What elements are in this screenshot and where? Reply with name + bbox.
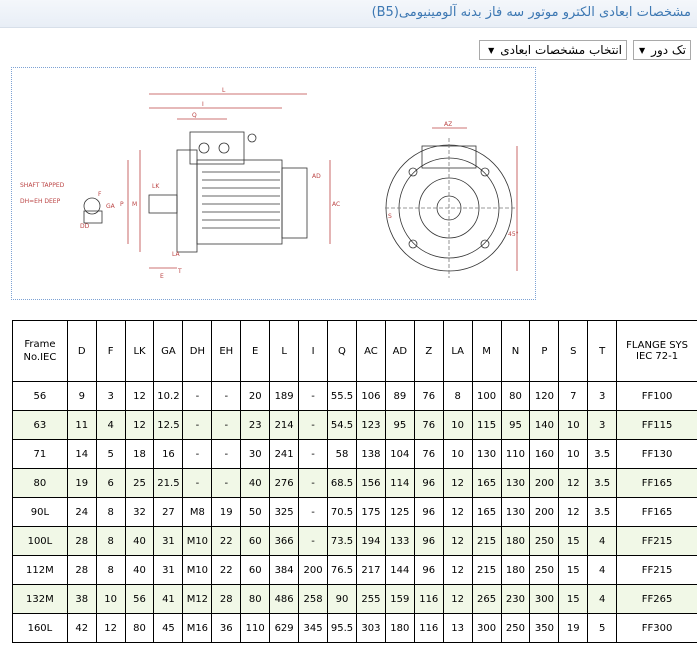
table-cell: 116 bbox=[414, 614, 443, 643]
table-cell: 13 bbox=[443, 614, 472, 643]
table-cell: 345 bbox=[299, 614, 328, 643]
col-header: FLANGE SYS IEC 72-1 bbox=[617, 321, 697, 382]
table-cell: 95.5 bbox=[328, 614, 357, 643]
frame-cell: 112M bbox=[13, 556, 68, 585]
table-cell: 19 bbox=[212, 498, 241, 527]
table-cell: 300 bbox=[530, 585, 559, 614]
table-cell: 120 bbox=[530, 382, 559, 411]
table-cell: 12 bbox=[443, 498, 472, 527]
table-cell: 40 bbox=[241, 469, 270, 498]
table-cell: 31 bbox=[154, 527, 183, 556]
col-header: N bbox=[501, 321, 530, 382]
table-cell: 180 bbox=[385, 614, 414, 643]
table-cell: 215 bbox=[472, 556, 501, 585]
table-cell: 15 bbox=[559, 527, 588, 556]
frame-cell: 132M bbox=[13, 585, 68, 614]
motor-body bbox=[197, 160, 282, 244]
col-header: E bbox=[241, 321, 270, 382]
table-cell: 100 bbox=[472, 382, 501, 411]
table-cell: FF215 bbox=[617, 527, 697, 556]
table-cell: FF215 bbox=[617, 556, 697, 585]
table-cell: 8 bbox=[96, 556, 125, 585]
table-cell: 9 bbox=[67, 382, 96, 411]
table-cell: 10 bbox=[443, 440, 472, 469]
table-cell: 25 bbox=[125, 469, 154, 498]
table-cell: 80 bbox=[241, 585, 270, 614]
table-cell: 140 bbox=[530, 411, 559, 440]
col-header: GA bbox=[154, 321, 183, 382]
table-cell: 12 bbox=[559, 498, 588, 527]
table-cell: 3.5 bbox=[588, 469, 617, 498]
table-cell: 95 bbox=[501, 411, 530, 440]
table-cell: 8 bbox=[96, 498, 125, 527]
table-cell: 130 bbox=[472, 440, 501, 469]
table-cell: 123 bbox=[356, 411, 385, 440]
frame-cell: 71 bbox=[13, 440, 68, 469]
table-cell: 14 bbox=[67, 440, 96, 469]
col-header: DH bbox=[183, 321, 212, 382]
table-cell: 22 bbox=[212, 556, 241, 585]
table-cell: 60 bbox=[241, 527, 270, 556]
table-cell: 180 bbox=[501, 556, 530, 585]
title-bar bbox=[0, 0, 697, 28]
table-cell: 12 bbox=[443, 585, 472, 614]
terminal-box bbox=[190, 132, 244, 164]
dim-label-P: P bbox=[120, 201, 124, 208]
frame-cell: 100L bbox=[13, 527, 68, 556]
table-cell: 42 bbox=[67, 614, 96, 643]
motor-drawing bbox=[11, 67, 536, 300]
table-cell: M10 bbox=[183, 527, 212, 556]
speed-select[interactable] bbox=[633, 40, 691, 60]
table-cell: - bbox=[212, 411, 241, 440]
table-cell: 70.5 bbox=[328, 498, 357, 527]
table-cell: 30 bbox=[241, 440, 270, 469]
table-cell: 159 bbox=[385, 585, 414, 614]
table-cell: FF300 bbox=[617, 614, 697, 643]
table-cell: 144 bbox=[385, 556, 414, 585]
table-cell: - bbox=[212, 440, 241, 469]
table-cell: 156 bbox=[356, 469, 385, 498]
table-cell: 45 bbox=[154, 614, 183, 643]
table-cell: - bbox=[299, 527, 328, 556]
table-cell: 629 bbox=[270, 614, 299, 643]
table-row bbox=[13, 440, 697, 469]
table-cell: 125 bbox=[385, 498, 414, 527]
dh-eh-deep-label: DH=EH DEEP bbox=[20, 198, 61, 205]
table-cell: 90 bbox=[328, 585, 357, 614]
table-cell: 114 bbox=[385, 469, 414, 498]
table-cell: 12 bbox=[559, 469, 588, 498]
table-header-row bbox=[13, 321, 697, 382]
table-cell: 194 bbox=[356, 527, 385, 556]
col-header: F bbox=[96, 321, 125, 382]
table-cell: - bbox=[299, 498, 328, 527]
table-cell: 21.5 bbox=[154, 469, 183, 498]
table-cell: 10 bbox=[443, 411, 472, 440]
chevron-down-icon: ▼ bbox=[488, 45, 495, 55]
table-cell: M10 bbox=[183, 556, 212, 585]
dim-label-DD: DD bbox=[80, 223, 90, 230]
table-cell: 250 bbox=[530, 556, 559, 585]
dim-label-M: M bbox=[132, 201, 138, 208]
table-cell: 486 bbox=[270, 585, 299, 614]
table-cell: 110 bbox=[501, 440, 530, 469]
speed-select-value: تک دور bbox=[651, 43, 686, 57]
table-row bbox=[13, 614, 697, 643]
col-header: LK bbox=[125, 321, 154, 382]
table-cell: 12 bbox=[96, 614, 125, 643]
table-cell: - bbox=[183, 382, 212, 411]
table-cell: M16 bbox=[183, 614, 212, 643]
table-body bbox=[13, 382, 697, 643]
col-header: T bbox=[588, 321, 617, 382]
table-row bbox=[13, 382, 697, 411]
table-cell: 76 bbox=[414, 440, 443, 469]
col-header: Z bbox=[414, 321, 443, 382]
table-cell: 165 bbox=[472, 469, 501, 498]
table-cell: 36 bbox=[212, 614, 241, 643]
table-cell: 7 bbox=[559, 382, 588, 411]
table-cell: FF130 bbox=[617, 440, 697, 469]
table-cell: 250 bbox=[501, 614, 530, 643]
dimensions-table bbox=[12, 320, 697, 643]
table-cell: FF165 bbox=[617, 498, 697, 527]
table-cell: - bbox=[212, 469, 241, 498]
col-header: D bbox=[67, 321, 96, 382]
dim-label-Q: Q bbox=[192, 112, 197, 119]
frame-cell: 56 bbox=[13, 382, 68, 411]
table-cell: 3.5 bbox=[588, 498, 617, 527]
col-header: Frame No.IEC bbox=[13, 321, 68, 382]
table-cell: 384 bbox=[270, 556, 299, 585]
table-cell: 200 bbox=[530, 498, 559, 527]
table-cell: 4 bbox=[588, 527, 617, 556]
dim-label-E: E bbox=[160, 273, 164, 280]
table-cell: - bbox=[299, 440, 328, 469]
table-cell: 28 bbox=[212, 585, 241, 614]
table-cell: 6 bbox=[96, 469, 125, 498]
dim-label-L: L bbox=[222, 87, 226, 94]
table-cell: 325 bbox=[270, 498, 299, 527]
table-cell: - bbox=[299, 382, 328, 411]
frame-cell: 90L bbox=[13, 498, 68, 527]
table-cell: 12 bbox=[125, 382, 154, 411]
table-cell: 350 bbox=[530, 614, 559, 643]
frame-cell: 160L bbox=[13, 614, 68, 643]
table-row bbox=[13, 469, 697, 498]
shaft bbox=[149, 195, 177, 213]
table-cell: 366 bbox=[270, 527, 299, 556]
table-row bbox=[13, 527, 697, 556]
table-cell: 110 bbox=[241, 614, 270, 643]
table-cell: 60 bbox=[241, 556, 270, 585]
filter-selects bbox=[479, 40, 691, 60]
table-cell: 12 bbox=[443, 469, 472, 498]
col-header: S bbox=[559, 321, 588, 382]
dim-label-F: F bbox=[98, 191, 102, 198]
table-cell: 15 bbox=[559, 556, 588, 585]
table-cell: - bbox=[183, 411, 212, 440]
table-cell: 80 bbox=[125, 614, 154, 643]
shaft-tapped-label: SHAFT TAPPED bbox=[20, 182, 65, 189]
table-cell: 18 bbox=[125, 440, 154, 469]
frame-cell: 80 bbox=[13, 469, 68, 498]
table-cell: 12.5 bbox=[154, 411, 183, 440]
table-cell: 20 bbox=[241, 382, 270, 411]
table-cell: 55.5 bbox=[328, 382, 357, 411]
col-header: EH bbox=[212, 321, 241, 382]
table-cell: 300 bbox=[472, 614, 501, 643]
table-cell: 23 bbox=[241, 411, 270, 440]
table-cell: 27 bbox=[154, 498, 183, 527]
table-cell: 3 bbox=[96, 382, 125, 411]
dim-label-LK: LK bbox=[152, 183, 160, 190]
table-cell: 12 bbox=[125, 411, 154, 440]
table-cell: 80 bbox=[501, 382, 530, 411]
table-cell: 19 bbox=[67, 469, 96, 498]
table-cell: 95 bbox=[385, 411, 414, 440]
table-cell: 214 bbox=[270, 411, 299, 440]
motor-drawing-svg bbox=[12, 68, 535, 299]
table-cell: 241 bbox=[270, 440, 299, 469]
table-cell: 215 bbox=[472, 527, 501, 556]
table-cell: 200 bbox=[530, 469, 559, 498]
table-cell: 4 bbox=[588, 585, 617, 614]
table-cell: 73.5 bbox=[328, 527, 357, 556]
table-cell: 116 bbox=[414, 585, 443, 614]
table-cell: 200 bbox=[299, 556, 328, 585]
table-row bbox=[13, 498, 697, 527]
table-cell: 3 bbox=[588, 382, 617, 411]
table-cell: 160 bbox=[530, 440, 559, 469]
table-cell: 258 bbox=[299, 585, 328, 614]
table-cell: 180 bbox=[501, 527, 530, 556]
fan-cover bbox=[282, 168, 307, 238]
chevron-down-icon: ▼ bbox=[639, 45, 646, 55]
table-cell: 217 bbox=[356, 556, 385, 585]
page-title: مشخصات ابعادی الکترو موتور سه فاز بدنه آلومینیومی(B5) bbox=[371, 5, 691, 20]
table-cell: 15 bbox=[559, 585, 588, 614]
table-cell: 40 bbox=[125, 556, 154, 585]
table-row bbox=[13, 411, 697, 440]
table-cell: 16 bbox=[154, 440, 183, 469]
table-cell: 265 bbox=[472, 585, 501, 614]
table-cell: 96 bbox=[414, 498, 443, 527]
dim-label-AZ: AZ bbox=[444, 121, 453, 128]
table-cell: M12 bbox=[183, 585, 212, 614]
dim-label-GA: GA bbox=[106, 203, 115, 210]
table-cell: 28 bbox=[67, 527, 96, 556]
table-cell: 130 bbox=[501, 469, 530, 498]
table-cell: 255 bbox=[356, 585, 385, 614]
frame-cell: 63 bbox=[13, 411, 68, 440]
dim-label-angle: 45° bbox=[508, 231, 519, 238]
col-header: AC bbox=[356, 321, 385, 382]
table-cell: 54.5 bbox=[328, 411, 357, 440]
table-cell: 5 bbox=[96, 440, 125, 469]
table-cell: 38 bbox=[67, 585, 96, 614]
table-cell: 24 bbox=[67, 498, 96, 527]
table-cell: - bbox=[299, 411, 328, 440]
table-cell: 115 bbox=[472, 411, 501, 440]
col-header: M bbox=[472, 321, 501, 382]
table-row bbox=[13, 585, 697, 614]
table-cell: M8 bbox=[183, 498, 212, 527]
table-cell: FF100 bbox=[617, 382, 697, 411]
table-cell: 76 bbox=[414, 411, 443, 440]
table-cell: 138 bbox=[356, 440, 385, 469]
col-header: AD bbox=[385, 321, 414, 382]
table-cell: 19 bbox=[559, 614, 588, 643]
col-header: I bbox=[299, 321, 328, 382]
table-cell: 31 bbox=[154, 556, 183, 585]
table-cell: 96 bbox=[414, 527, 443, 556]
table-cell: 11 bbox=[67, 411, 96, 440]
table-cell: 10 bbox=[559, 440, 588, 469]
table-cell: 12 bbox=[443, 556, 472, 585]
table-cell: 3 bbox=[588, 411, 617, 440]
table-cell: 303 bbox=[356, 614, 385, 643]
table-cell: 230 bbox=[501, 585, 530, 614]
table-cell: 189 bbox=[270, 382, 299, 411]
dim-label-LA: LA bbox=[172, 251, 180, 258]
table-cell: 22 bbox=[212, 527, 241, 556]
table-cell: 50 bbox=[241, 498, 270, 527]
table-cell: FF265 bbox=[617, 585, 697, 614]
table-cell: - bbox=[299, 469, 328, 498]
table-cell: 96 bbox=[414, 556, 443, 585]
table-cell: 89 bbox=[385, 382, 414, 411]
dim-label-I: I bbox=[202, 101, 204, 108]
table-cell: 4 bbox=[96, 411, 125, 440]
table-cell: - bbox=[212, 382, 241, 411]
dim-label-AD: AD bbox=[312, 173, 321, 180]
table-cell: 276 bbox=[270, 469, 299, 498]
table-cell: 165 bbox=[472, 498, 501, 527]
table-cell: 8 bbox=[96, 527, 125, 556]
dim-label-T: T bbox=[178, 268, 182, 275]
table-cell: 96 bbox=[414, 469, 443, 498]
table-cell: FF165 bbox=[617, 469, 697, 498]
table-cell: 175 bbox=[356, 498, 385, 527]
table-cell: 41 bbox=[154, 585, 183, 614]
table-cell: 10.2 bbox=[154, 382, 183, 411]
flange-body bbox=[177, 150, 197, 252]
table-cell: - bbox=[183, 469, 212, 498]
table-cell: FF115 bbox=[617, 411, 697, 440]
table-cell: 10 bbox=[559, 411, 588, 440]
table-cell: 133 bbox=[385, 527, 414, 556]
table-row bbox=[13, 556, 697, 585]
table-cell: 76 bbox=[414, 382, 443, 411]
table-cell: 250 bbox=[530, 527, 559, 556]
col-header: L bbox=[270, 321, 299, 382]
table-cell: 104 bbox=[385, 440, 414, 469]
dimensions-select-value: انتخاب مشخصات ابعادی bbox=[500, 43, 622, 57]
table-cell: 5 bbox=[588, 614, 617, 643]
table-cell: 3.5 bbox=[588, 440, 617, 469]
table-cell: 68.5 bbox=[328, 469, 357, 498]
table-cell: 56 bbox=[125, 585, 154, 614]
col-header: LA bbox=[443, 321, 472, 382]
table-cell: 58 bbox=[328, 440, 357, 469]
table-cell: 8 bbox=[443, 382, 472, 411]
table-cell: 28 bbox=[67, 556, 96, 585]
col-header: Q bbox=[328, 321, 357, 382]
table-cell: 40 bbox=[125, 527, 154, 556]
table-cell: 106 bbox=[356, 382, 385, 411]
dim-label-AC: AC bbox=[332, 201, 341, 208]
table-cell: 32 bbox=[125, 498, 154, 527]
dim-label-S: S bbox=[388, 213, 392, 220]
dimensions-select[interactable] bbox=[479, 40, 627, 60]
table-cell: 76.5 bbox=[328, 556, 357, 585]
table-cell: 4 bbox=[588, 556, 617, 585]
table-cell: - bbox=[183, 440, 212, 469]
table-cell: 12 bbox=[443, 527, 472, 556]
table-cell: 10 bbox=[96, 585, 125, 614]
col-header: P bbox=[530, 321, 559, 382]
table-cell: 130 bbox=[501, 498, 530, 527]
